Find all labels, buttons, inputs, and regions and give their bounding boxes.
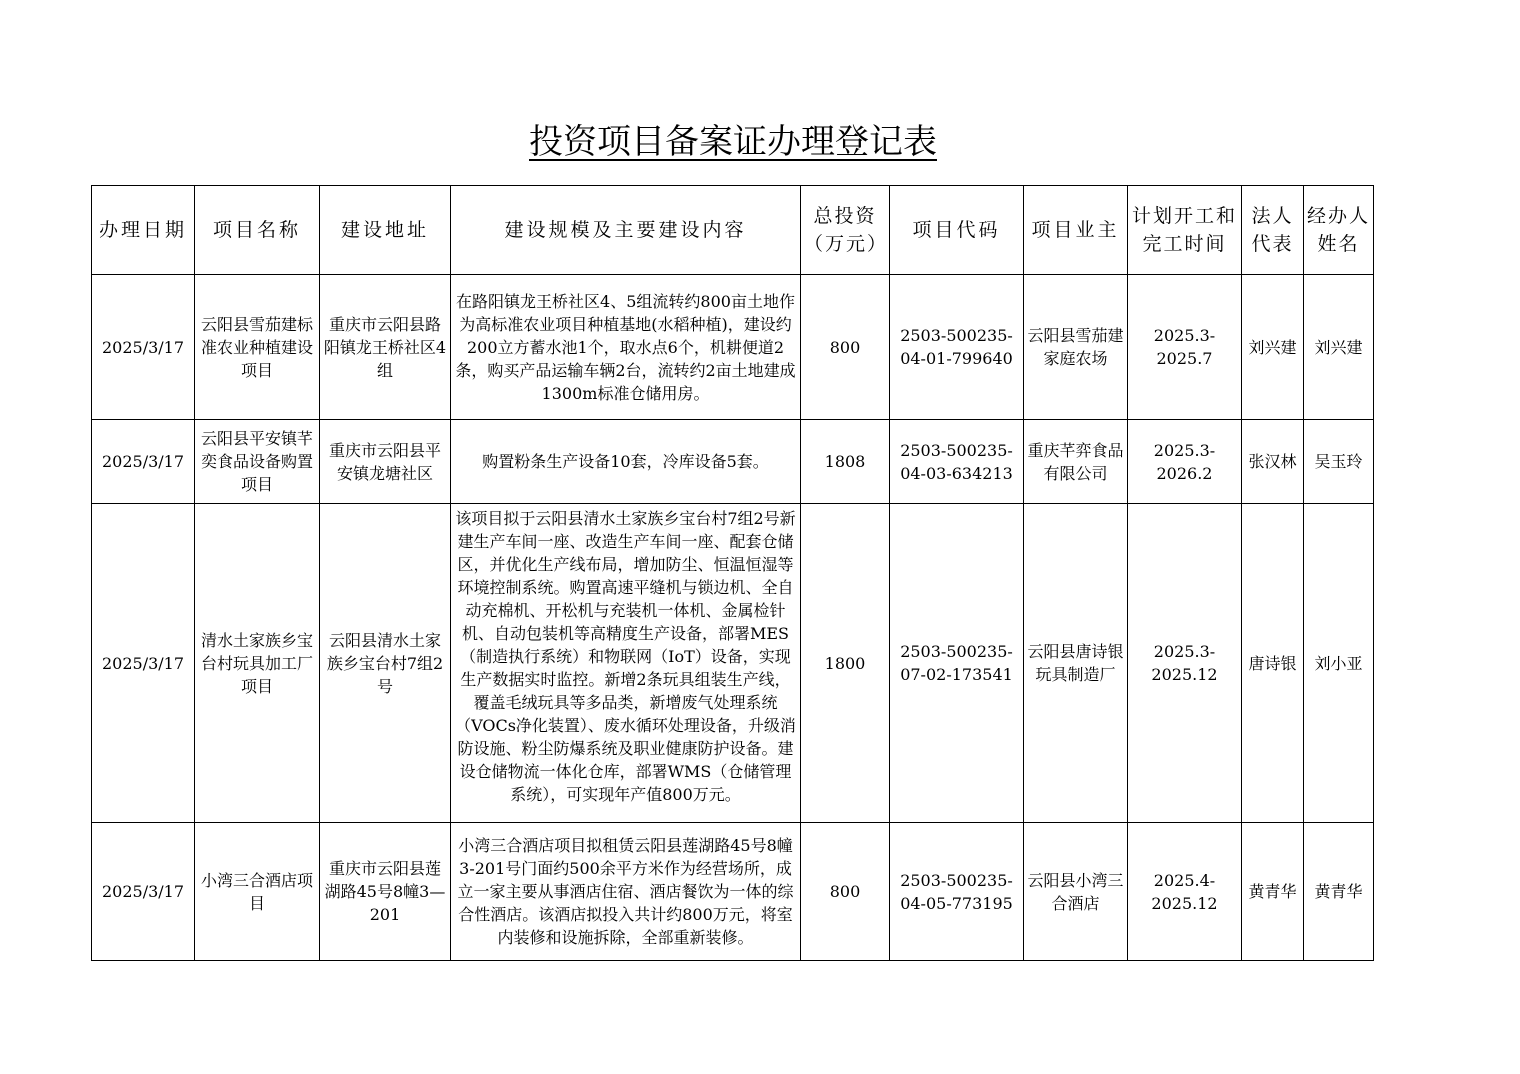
- cell-content-text: 该项目拟于云阳县清水土家族乡宝台村7组2号新建生产车间一座、改造生产车间一座、配套仓储区，并优化生产线布局，增加防尘、恒温恒湿等环境控制系统。购置高速平缝机与锁边机、全自动充棉机、开松机与充装机一体机、金属检针机、自动包装机等高精度生产设备，部署MES（制造执行系统）和物联网（IoT）设备，实现生产数据实时监控。新增2条玩具组装生产线，覆盖毛绒玩具等多品类，新增废气处理系统（VOCs净化装置）、废水循环处理设备，升级消防设施、粉尘防爆系统及职业健康防护设备。建设仓储物流一体化仓库，部署WMS（仓储管理系统），可实现年产值800万元。: [455, 509, 796, 804]
- cell-name: 云阳县雪茄建标准农业种植建设项目: [195, 275, 320, 420]
- header-legal: 法人代表: [1242, 186, 1304, 275]
- table-row: [92, 504, 1374, 823]
- cell-schedule: 2025.4-2025.12: [1128, 823, 1242, 961]
- cell-schedule: 2025.3-2025.7: [1128, 275, 1242, 420]
- header-handler: 经办人姓名: [1304, 186, 1374, 275]
- header-investment: 总投资（万元）: [801, 186, 890, 275]
- cell-date: 2025/3/17: [92, 504, 195, 823]
- cell-code: 2503-500235-07-02-173541: [890, 504, 1024, 823]
- cell-handler: 刘兴建: [1304, 275, 1374, 420]
- cell-owner: 云阳县小湾三合酒店: [1024, 823, 1128, 961]
- table-row: [92, 823, 1374, 961]
- cell-content: 在路阳镇龙王桥社区4、5组流转约800亩土地作为高标准农业项目种植基地(水稻种植)，建设约200立方蓄水池1个，取水点6个，机耕便道2条，购买产品运输车辆2台，流转约2亩土地建成1300m标准仓储用房。: [451, 275, 801, 420]
- table-row: [92, 420, 1374, 504]
- cell-legal: 刘兴建: [1242, 275, 1304, 420]
- header-date: 办理日期: [92, 186, 195, 275]
- cell-content: 小湾三合酒店项目拟租赁云阳县莲湖路45号8幢3-201号门面约500余平方米作为经营场所，成立一家主要从事酒店住宿、酒店餐饮为一体的综合性酒店。该酒店拟投入共计约800万元，将室内装修和设施拆除，全部重新装修。: [451, 823, 801, 961]
- header-code: 项目代码: [890, 186, 1024, 275]
- cell-schedule: 2025.3-2026.2: [1128, 420, 1242, 504]
- cell-handler: 吴玉玲: [1304, 420, 1374, 504]
- cell-address: 重庆市云阳县路阳镇龙王桥社区4组: [320, 275, 451, 420]
- cell-name: 云阳县平安镇芊奕食品设备购置项目: [195, 420, 320, 504]
- page-title: 投资项目备案证办理登记表: [529, 122, 937, 162]
- header-name: 项目名称: [195, 186, 320, 275]
- cell-name: 小湾三合酒店项目: [195, 823, 320, 961]
- cell-investment: 800: [801, 275, 890, 420]
- cell-handler: 刘小亚: [1304, 504, 1374, 823]
- cell-code: 2503-500235-04-03-634213: [890, 420, 1024, 504]
- cell-address: 重庆市云阳县莲湖路45号8幢3—201: [320, 823, 451, 961]
- cell-code: 2503-500235-04-01-799640: [890, 275, 1024, 420]
- registration-table: [91, 185, 1374, 961]
- cell-owner: 云阳县雪茄建家庭农场: [1024, 275, 1128, 420]
- cell-owner: 重庆芊弈食品有限公司: [1024, 420, 1128, 504]
- cell-investment: 1800: [801, 504, 890, 823]
- cell-date: 2025/3/17: [92, 275, 195, 420]
- header-row: [92, 186, 1374, 275]
- header-schedule: 计划开工和完工时间: [1128, 186, 1242, 275]
- cell-date: 2025/3/17: [92, 420, 195, 504]
- cell-legal: 黄青华: [1242, 823, 1304, 961]
- cell-schedule: 2025.3-2025.12: [1128, 504, 1242, 823]
- cell-owner: 云阳县唐诗银玩具制造厂: [1024, 504, 1128, 823]
- cell-content: [451, 504, 801, 823]
- cell-handler: 黄青华: [1304, 823, 1374, 961]
- cell-address: 重庆市云阳县平安镇龙塘社区: [320, 420, 451, 504]
- header-owner: 项目业主: [1024, 186, 1128, 275]
- cell-investment: 800: [801, 823, 890, 961]
- cell-name: 清水土家族乡宝台村玩具加工厂项目: [195, 504, 320, 823]
- cell-content: 购置粉条生产设备10套，冷库设备5套。: [451, 420, 801, 504]
- cell-address: 云阳县清水土家族乡宝台村7组2号: [320, 504, 451, 823]
- cell-date: 2025/3/17: [92, 823, 195, 961]
- cell-code: 2503-500235-04-05-773195: [890, 823, 1024, 961]
- cell-legal: 唐诗银: [1242, 504, 1304, 823]
- cell-investment: 1808: [801, 420, 890, 504]
- header-content: 建设规模及主要建设内容: [451, 186, 801, 275]
- table-row: [92, 275, 1374, 420]
- header-address: 建设地址: [320, 186, 451, 275]
- cell-legal: 张汉林: [1242, 420, 1304, 504]
